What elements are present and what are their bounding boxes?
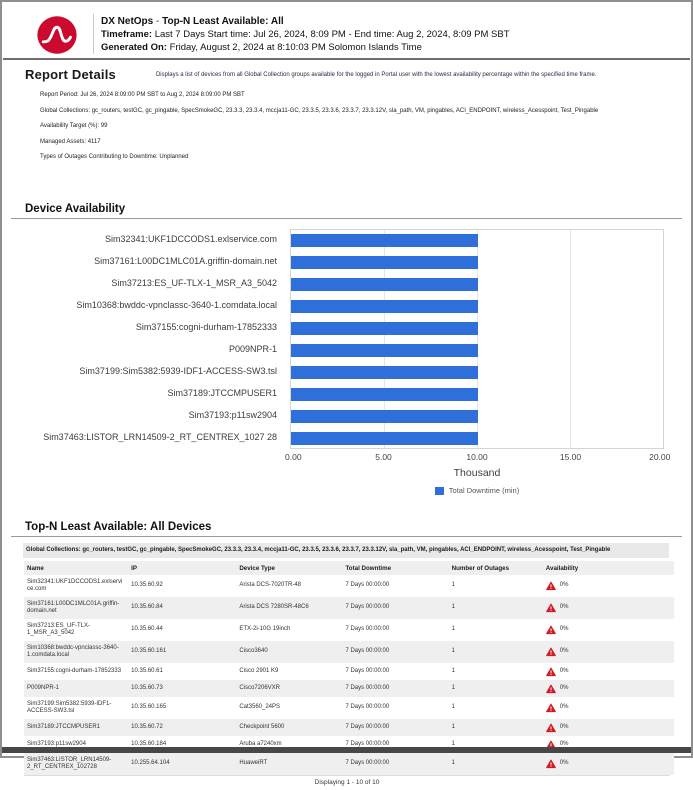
column-header[interactable]: Number of Outages xyxy=(449,561,543,575)
chart-bar-row xyxy=(26,317,691,339)
availability-value: 0% xyxy=(559,604,569,611)
chart-bar-row xyxy=(26,405,691,427)
cell-device-type: Cisco3640 xyxy=(239,648,268,655)
chart-bar[interactable] xyxy=(291,278,478,291)
cell-name: Sim10368:bwddc-vpnclassc-3640-1.comdata.local xyxy=(27,644,119,658)
availability-value: 0% xyxy=(559,704,569,711)
cell-name: P009NPR-1 xyxy=(27,684,60,691)
cell-number-of-outages: 1 xyxy=(451,760,455,767)
report-details-section xyxy=(2,60,691,160)
cell-device-type: Cisco 2901 K9 xyxy=(239,667,279,674)
chart-bar-row xyxy=(26,273,691,295)
bar-chart xyxy=(26,229,691,495)
report-detail-line: Types of Outages Contributing to Downtime: Unplanned xyxy=(40,154,189,160)
chart-bar[interactable] xyxy=(291,388,478,401)
chart-bar-row xyxy=(26,229,691,251)
title-separator: - xyxy=(153,16,163,27)
report-detail-line: Global Collections: gc_routers, testGC, gc_pingable, SpecSmokeGC, 23.3.3, 23.3.4, mccja11-GC, 23.3.5, 23.3.6, 23.3.7, 23.3.12V, sla_path, VM, pingables, ACI_ENDPOINT, wireless_Acesspoint, Test_Pingable xyxy=(40,107,599,114)
warning-icon xyxy=(546,723,556,733)
legend-swatch xyxy=(435,487,444,495)
x-tick-label: 10.00 xyxy=(466,452,488,462)
cell-name: Sim37161:L00DC1MLC01A.griffin-domain.net xyxy=(27,600,120,614)
chart-bar-row xyxy=(26,361,691,383)
cell-availability xyxy=(543,663,674,680)
device-availability-section xyxy=(2,203,691,495)
chart-bar[interactable] xyxy=(291,234,478,247)
chart-bar[interactable] xyxy=(291,344,478,357)
cell-number-of-outages: 1 xyxy=(451,648,455,655)
chart-category-label: Sim10368:bwddc-vpnclassc-3640-1.comdata.local xyxy=(76,300,277,311)
chart-bar[interactable] xyxy=(291,300,478,313)
timeframe-label: Timeframe: xyxy=(101,29,153,40)
report-title-line xyxy=(101,15,510,28)
app-name: DX NetOps xyxy=(101,16,154,27)
chart-bar-row xyxy=(26,339,691,361)
cell-number-of-outages: 1 xyxy=(451,582,455,589)
chart-bar-row xyxy=(26,427,691,449)
cell-ip: 10.35.60.84 xyxy=(131,604,163,611)
cell-total-downtime: 7 Days 00:00:00 xyxy=(345,740,390,747)
cell-device-type: Cat3560_24PS xyxy=(239,704,281,711)
cell-device-type: Checkpoint 5600 xyxy=(239,723,285,730)
chart-x-axis-title: Thousand xyxy=(453,467,501,479)
cell-total-downtime: 7 Days 00:00:00 xyxy=(345,626,390,633)
warning-icon xyxy=(546,647,556,657)
paging-status: Displaying 1 - 10 of 10 xyxy=(24,775,670,790)
cell-name: Sim37199:Sim5382:5939-IDF1-ACCESS-SW3.tsl xyxy=(27,700,112,714)
chart-bar-row xyxy=(26,295,691,317)
column-header[interactable]: IP xyxy=(128,561,236,575)
cell-total-downtime: 7 Days 00:00:00 xyxy=(345,760,390,767)
report-detail-line: Managed Assets: 4117 xyxy=(40,138,101,145)
chart-category-label: Sim37161:L00DC1MLC01A.griffin-domain.net xyxy=(94,256,277,267)
column-header[interactable]: Device Type xyxy=(236,561,342,575)
cell-number-of-outages: 1 xyxy=(451,723,455,730)
cell-number-of-outages: 1 xyxy=(451,740,455,747)
header-text-block xyxy=(101,14,510,54)
chart-bar[interactable] xyxy=(291,410,478,423)
availability-value: 0% xyxy=(559,626,569,633)
legend-label: Total Downtime (min) xyxy=(448,486,520,495)
warning-icon xyxy=(546,684,556,694)
cell-ip: 10.255.64.104 xyxy=(131,760,170,767)
availability-value: 0% xyxy=(559,667,569,674)
cell-total-downtime: 7 Days 00:00:00 xyxy=(345,723,390,730)
chart-section-title: Device Availability xyxy=(25,203,126,215)
availability-value: 0% xyxy=(559,648,569,655)
table-row[interactable] xyxy=(24,663,674,680)
table-section-rule xyxy=(11,536,682,537)
table-body xyxy=(24,575,674,775)
report-details-title: Report Details xyxy=(25,67,116,82)
cell-device-type: ETX-2i-10G 19inch xyxy=(239,626,291,633)
devices-table xyxy=(24,561,674,775)
cell-total-downtime: 7 Days 00:00:00 xyxy=(345,704,390,711)
cell-availability xyxy=(543,753,674,775)
column-header[interactable]: Name xyxy=(24,561,128,575)
availability-value: 0% xyxy=(559,740,569,747)
broadcom-logo xyxy=(35,14,79,56)
report-name: Top-N Least Available: All xyxy=(162,16,284,27)
chart-legend[interactable] xyxy=(290,486,664,495)
cell-ip: 10.35.60.165 xyxy=(131,704,167,711)
x-tick-label: 0.00 xyxy=(285,452,302,462)
chart-bar-track xyxy=(291,317,663,339)
table-row[interactable] xyxy=(24,719,674,736)
chart-bar-track xyxy=(291,405,663,427)
warning-icon xyxy=(546,581,556,591)
cell-ip: 10.35.60.161 xyxy=(131,648,167,655)
column-header[interactable]: Total Downtime xyxy=(342,561,448,575)
cell-device-type: Cisco7206VXR xyxy=(239,684,280,691)
cell-availability xyxy=(543,597,674,619)
chart-bar[interactable] xyxy=(291,256,478,269)
chart-bar-row xyxy=(26,251,691,273)
chart-bar-track xyxy=(291,361,663,383)
availability-value: 0% xyxy=(559,582,569,589)
report-details-description: Displays a list of devices from all Global Collection groups available for the logged in Portal user with the lowest availability percentage within the specified time frame. xyxy=(155,72,597,78)
chart-bar-track xyxy=(291,295,663,317)
table-header-row xyxy=(24,561,674,575)
cell-availability xyxy=(543,697,674,719)
cell-number-of-outages: 1 xyxy=(451,626,455,633)
availability-value: 0% xyxy=(559,723,569,730)
generated-line xyxy=(101,41,510,54)
cell-ip: 10.35.60.72 xyxy=(131,723,163,730)
cell-total-downtime: 7 Days 00:00:00 xyxy=(345,582,390,589)
warning-icon xyxy=(546,603,556,613)
cell-number-of-outages: 1 xyxy=(451,704,455,711)
cell-device-type: Arista DCS-7020TR-48 xyxy=(239,582,301,589)
table-row[interactable] xyxy=(24,597,674,619)
chart-bar-track xyxy=(291,273,663,295)
warning-icon xyxy=(546,625,556,635)
header-divider xyxy=(93,14,94,54)
chart-bar-track xyxy=(291,427,663,449)
cell-name: Sim37213:ES_UF-TLX-1_MSR_A3_5042 xyxy=(27,622,91,636)
chart-category-label: Sim37463:LISTOR_LRN14509-2_RT_CENTREX_1027 28 xyxy=(43,432,277,443)
cell-number-of-outages: 1 xyxy=(451,684,455,691)
chart-category-label: Sim37199:Sim5382:5939-IDF1-ACCESS-SW3.tsl xyxy=(79,366,277,377)
chart-category-label: Sim37155:cogni-durham-17852333 xyxy=(135,322,277,333)
chart-category-label: Sim32341:UKF1DCCODS1.exlservice.com xyxy=(104,234,277,245)
chart-category-label: Sim37213:ES_UF-TLX-1_MSR_A3_5042 xyxy=(111,278,277,289)
timeframe-line xyxy=(101,28,510,41)
chart-section-rule xyxy=(11,218,682,219)
report-details-lines xyxy=(40,92,691,160)
chart-bar[interactable] xyxy=(291,432,478,445)
cell-device-type: HuaweiRT xyxy=(239,760,268,767)
table-row[interactable] xyxy=(24,619,674,641)
chart-bar-row xyxy=(26,383,691,405)
report-detail-line: Report Period: Jul 26, 2024 8:09:00 PM SBT to Aug 2, 2024 8:09:00 PM SBT xyxy=(40,92,245,98)
chart-x-ticks xyxy=(285,449,671,462)
timeframe-value: Last 7 Days Start time: Jul 26, 2024, 8:09 PM - End time: Aug 2, 2024, 8:09 PM SBT xyxy=(154,29,510,40)
warning-icon xyxy=(546,667,556,677)
cell-availability xyxy=(543,641,674,663)
cell-total-downtime: 7 Days 00:00:00 xyxy=(345,648,390,655)
cell-ip: 10.35.60.73 xyxy=(131,684,163,691)
table-row[interactable] xyxy=(24,641,674,663)
x-tick-label: 20.00 xyxy=(649,452,671,462)
cell-number-of-outages: 1 xyxy=(451,604,455,611)
cell-ip: 10.35.60.44 xyxy=(131,626,163,633)
chart-rows xyxy=(26,229,691,449)
cell-total-downtime: 7 Days 00:00:00 xyxy=(345,604,390,611)
cell-name: Sim37155:cogni-durham-17852333 xyxy=(27,667,122,674)
global-collections-banner: Global Collections: gc_routers, testGC, gc_pingable, SpecSmokeGC, 23.3.3, 23.3.4, mccja11-GC, 23.3.5, 23.3.6, 23.3.7, 23.3.12V, sla_path, VM, pingables, ACI_ENDPOINT, wireless_Acesspoint, Test_Pingable xyxy=(23,543,669,558)
cell-ip: 10.35.60.92 xyxy=(131,582,163,589)
report-detail-line: Availability Target (%): 99 xyxy=(40,123,108,129)
cell-name: Sim37189:JTCCMPUSER1 xyxy=(27,723,101,730)
table-row[interactable] xyxy=(24,753,674,775)
chart-bar-track xyxy=(291,251,663,273)
cell-name: Sim32341:UKF1DCCODS1.exlservice.com xyxy=(27,578,123,592)
chart-bar-track xyxy=(291,339,663,361)
cell-total-downtime: 7 Days 00:00:00 xyxy=(345,667,390,674)
table-section-title: Top-N Least Available: All Devices xyxy=(25,521,212,533)
chart-category-label: Sim37189:JTCCMPUSER1 xyxy=(167,388,277,399)
chart-category-label: P009NPR-1 xyxy=(228,344,277,355)
x-tick-label: 5.00 xyxy=(375,452,392,462)
cell-ip: 10.35.60.61 xyxy=(131,667,163,674)
cell-total-downtime: 7 Days 00:00:00 xyxy=(345,684,390,691)
generated-on-value: Friday, August 2, 2024 at 8:10:03 PM Solomon Islands Time xyxy=(169,42,422,53)
x-tick-label: 15.00 xyxy=(559,452,582,462)
chart-bar-track xyxy=(291,383,663,405)
cell-availability xyxy=(543,680,674,697)
warning-icon xyxy=(546,759,556,769)
chart-bar[interactable] xyxy=(291,366,478,379)
availability-value: 0% xyxy=(559,760,569,767)
cell-availability xyxy=(543,719,674,736)
generated-on-label: Generated On: xyxy=(101,42,167,53)
cell-number-of-outages: 1 xyxy=(451,667,455,674)
column-header[interactable]: Availability xyxy=(543,561,674,575)
cell-name: Sim37463:LISTOR_LRN14509-2_RT_CENTREX_102728 xyxy=(27,756,112,770)
table-row[interactable] xyxy=(24,680,674,697)
chart-bar-track xyxy=(291,229,663,251)
cell-device-type: Arista DCS 7280SR-48C6 xyxy=(239,604,309,611)
chart-bar[interactable] xyxy=(291,322,478,335)
cell-availability xyxy=(543,575,674,597)
table-row[interactable] xyxy=(24,575,674,597)
cell-ip: 10.35.60.184 xyxy=(131,740,167,747)
cell-availability xyxy=(543,619,674,641)
warning-icon xyxy=(546,703,556,713)
bottom-window-edge xyxy=(2,747,691,753)
cell-device-type: Aruba a7240xm xyxy=(239,740,282,747)
chart-category-label: Sim37193:p11sw2904 xyxy=(188,410,277,421)
report-header xyxy=(2,2,691,52)
cell-name: Sim37193:p11sw2904 xyxy=(27,740,86,747)
availability-value: 0% xyxy=(559,684,569,691)
table-row[interactable] xyxy=(24,697,674,719)
